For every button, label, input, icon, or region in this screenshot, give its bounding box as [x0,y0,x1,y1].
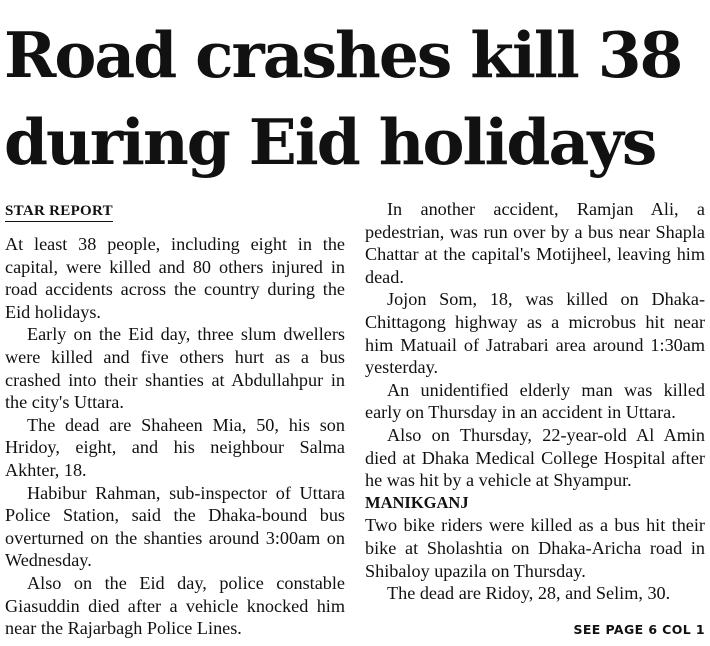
paragraph: At least 38 people, including eight in the capital, were killed and 80 others injured in road accidents across the country during the Eid holidays. [5,234,345,322]
continuation-link[interactable]: SEE PAGE 6 COL 1 [573,622,705,637]
paragraph: The dead are Shaheen Mia, 50, his son Hridoy, eight, and his neighbour Salma Akhter, 18. [5,414,345,480]
left-column [5,198,345,640]
paragraph: Two bike riders were killed as a bus hit their bike at Sholashtia on Dhaka-Aricha road in Shibaloy upazila on Thursday. [365,515,705,581]
paragraph: The dead are Ridoy, 28, and Selim, 30. [387,583,671,604]
headline-line-2: during Eid holidays [4,105,656,179]
paragraph: Early on the Eid day, three slum dwellers were killed and five others hurt as a bus crashed into their shanties at Abdullahpur in the city's Uttara. [5,324,345,413]
byline: STAR REPORT [5,202,113,222]
article-body [5,198,705,646]
paragraph: Jojon Som, 18, was killed on Dhaka-Chittagong highway as a microbus hit near him Matuail of Jatrabari area around 1:30am yesterday. [365,289,705,378]
paragraph: Also on the Eid day, police constable Giasuddin died after a vehicle knocked him near the Rajarbagh Police Lines. [5,572,345,639]
right-column [365,198,705,605]
paragraph: Also on Thursday, 22-year-old Al Amin died at Dhaka Medical College Hospital after he was hit by a vehicle at Shyampur. [365,424,705,491]
headline-line-1: Road crashes kill 38 [4,18,682,92]
paragraph: Habibur Rahman, sub-inspector of Uttara Police Station, said the Dhaka-bound bus overturned on the shanties around 3:00am on Wednesday. [5,482,345,571]
headline [4,12,708,186]
paragraph: An unidentified elderly man was killed early on Thursday in an accident in Uttara. [365,379,705,423]
paragraph: In another accident, Ramjan Ali, a pedestrian, was run over by a bus near Shapla Chattar at the capital's Motijheel, leaving him dead. [365,199,705,287]
section-subhead: MANIKGANJ [365,492,469,512]
